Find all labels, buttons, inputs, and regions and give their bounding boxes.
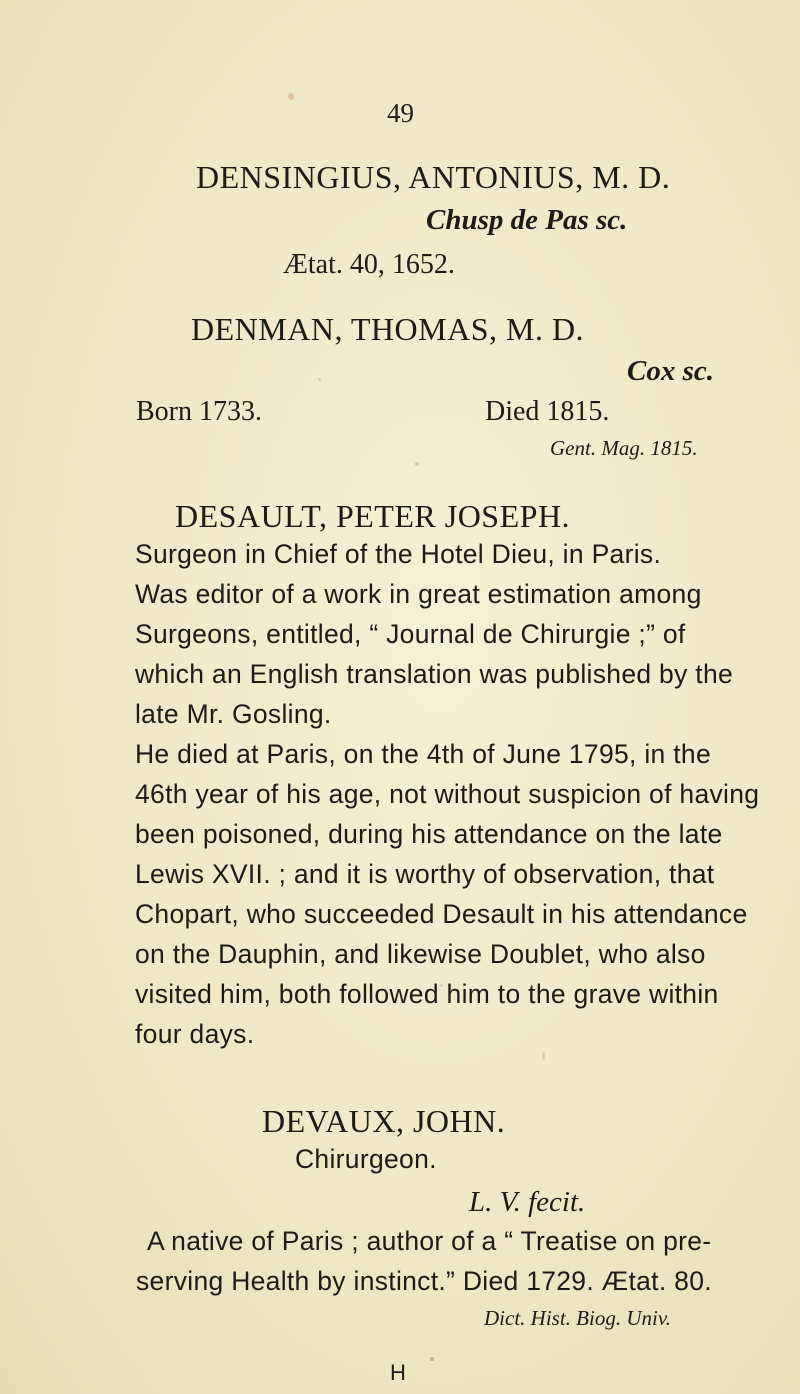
devaux-text-line: serving Health by instinct.” Died 1729. Ætat. 80. xyxy=(136,1266,712,1296)
entry-heading-desault: DESAULT, PETER JOSEPH. xyxy=(175,498,571,534)
desault-text-line: visited him, both followed him to the grave within xyxy=(135,979,719,1009)
engraver-credit-devaux: L. V. fecit. xyxy=(469,1186,586,1218)
paper-fleck xyxy=(430,1357,434,1361)
desault-text-line: which an English translation was published by the xyxy=(135,659,734,689)
engraver-credit-denman: Cox sc. xyxy=(627,355,714,387)
death-year-denman: Died 1815. xyxy=(485,396,610,427)
entry-heading-densingius: DENSINGIUS, ANTONIUS, M. D. xyxy=(196,159,671,195)
desault-text-line: been poisoned, during his attendance on the late xyxy=(135,819,723,849)
source-denman: Gent. Mag. 1815. xyxy=(550,436,698,460)
desault-text-line: Surgeons, entitled, “ Journal de Chirurgie ;” of xyxy=(135,619,686,649)
birth-year-denman: Born 1733. xyxy=(136,396,262,427)
source-devaux: Dict. Hist. Biog. Univ. xyxy=(484,1306,671,1330)
desault-text-line: Surgeon in Chief of the Hotel Dieu, in Paris. xyxy=(135,539,662,569)
paper-fleck xyxy=(415,462,419,466)
desault-text-line: late Mr. Gosling. xyxy=(135,699,332,729)
desault-text-line: Chopart, who succeeded Desault in his attendance xyxy=(135,899,748,929)
devaux-text-line: A native of Paris ; author of a “ Treatise on pre- xyxy=(147,1226,712,1256)
entry-heading-denman: DENMAN, THOMAS, M. D. xyxy=(191,311,585,347)
paper-fleck xyxy=(542,1052,545,1060)
signature-mark: H xyxy=(390,1360,406,1385)
desault-text-line: Was editor of a work in great estimation among xyxy=(135,579,702,609)
desault-text-line: on the Dauphin, and likewise Doublet, who also xyxy=(135,939,706,969)
paper-fleck xyxy=(288,93,294,100)
devaux-subtitle: Chirurgeon. xyxy=(295,1144,437,1174)
desault-text-line: Lewis XVII. ; and it is worthy of observation, that xyxy=(135,859,715,889)
desault-text-line: four days. xyxy=(135,1019,255,1049)
paper-fleck xyxy=(318,378,321,381)
desault-text-line: He died at Paris, on the 4th of June 1795, in the xyxy=(135,739,711,769)
engraver-credit-densingius: Chusp de Pas sc. xyxy=(426,204,628,236)
desault-text-line: 46th year of his age, not without suspicion of having xyxy=(135,779,760,809)
entry-heading-devaux: DEVAUX, JOHN. xyxy=(262,1103,506,1139)
page-number: 49 xyxy=(387,98,414,128)
age-date-densingius: Ætat. 40, 1652. xyxy=(283,249,455,280)
